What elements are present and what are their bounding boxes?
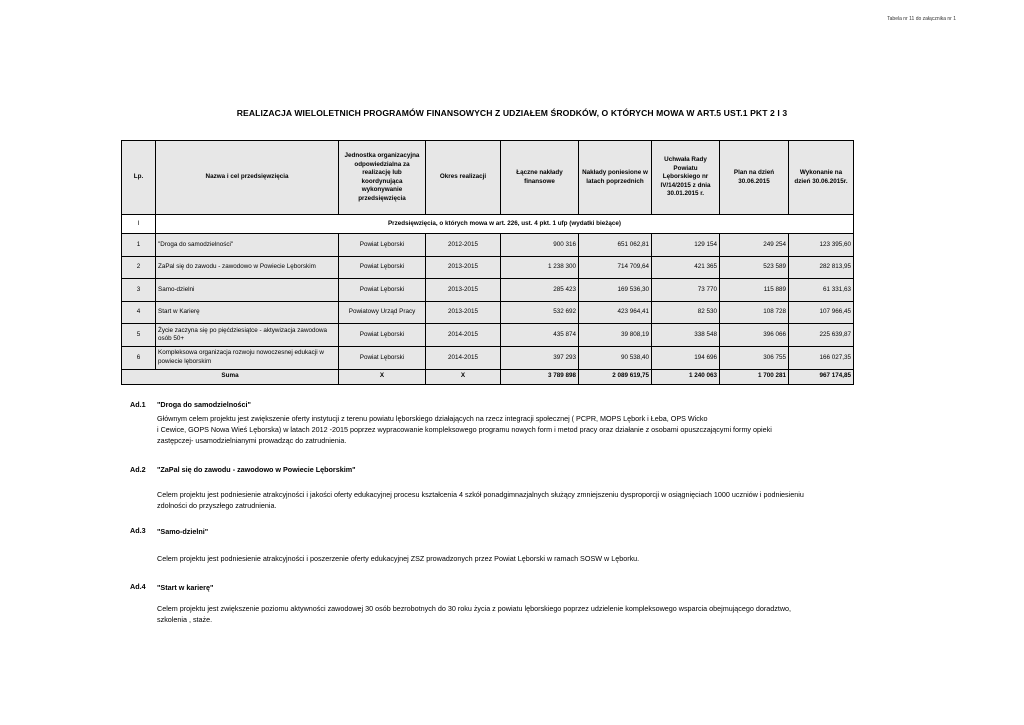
note-line: Głównym celem projektu jest zwiększenie oferty instytucji z terenu powiatu lęborskiego działających na rzecz integracji społecznej ( PCPR, MOPS Lębork i Łeba, OPS Wicko bbox=[157, 414, 708, 423]
note-line: szkolenia , staże. bbox=[157, 615, 213, 624]
sum-row bbox=[122, 369, 854, 384]
cell-exec: 123 395,60 bbox=[789, 234, 854, 257]
note-text bbox=[157, 553, 857, 564]
note-number: Ad.1 bbox=[130, 400, 146, 409]
cell-name: Samo-dzielni bbox=[156, 279, 339, 302]
cell-prev: 651 062,81 bbox=[579, 234, 652, 257]
sum-label: Suma bbox=[122, 369, 339, 384]
header-total: Łączne nakłady finansowe bbox=[501, 141, 579, 215]
sum-resolution: 1 240 063 bbox=[652, 369, 720, 384]
cell-resolution: 129 154 bbox=[652, 234, 720, 257]
cell-lp: 3 bbox=[122, 279, 156, 302]
header-period: Okres realizacji bbox=[426, 141, 501, 215]
cell-name: "Droga do samodzielności" bbox=[156, 234, 339, 257]
cell-total: 435 874 bbox=[501, 324, 579, 347]
note-line: Celem projektu jest zwiększenie poziomu aktywności zawodowej 30 osób bezrobotnych do 30 roku życia z powiatu lęborskiego poprzez udzielenie kompleksowego wsparcia obejmującego doradztwo, bbox=[157, 604, 792, 613]
header-unit: Jednostka organizacyjna odpowiedzialna za realizację lub koordynująca wykonywanie przedsięwzięcia bbox=[339, 141, 426, 215]
document-title: REALIZACJA WIELOLETNICH PROGRAMÓW FINANSOWYCH Z UDZIAŁEM ŚRODKÓW, O KTÓRYCH MOWA W ART.5 UST.1 PKT 2 I 3 bbox=[236, 108, 788, 118]
cell-prev: 39 808,19 bbox=[579, 324, 652, 347]
cell-exec: 166 027,35 bbox=[789, 346, 854, 369]
cell-unit: Powiat Lęborski bbox=[339, 346, 426, 369]
cell-exec: 225 639,87 bbox=[789, 324, 854, 347]
section-label: Przedsięwzięcia, o których mowa w art. 226, ust. 4 pkt. 1 ufp (wydatki bieżące) bbox=[156, 215, 854, 234]
cell-name: Kompleksowa organizacja rozwoju nowoczesnej edukacji w powiecie lęborskim bbox=[156, 346, 339, 369]
cell-plan: 115 889 bbox=[720, 279, 789, 302]
table-header-row bbox=[122, 141, 854, 215]
cell-total: 1 238 300 bbox=[501, 256, 579, 279]
cell-lp: 1 bbox=[122, 234, 156, 257]
cell-resolution: 421 365 bbox=[652, 256, 720, 279]
table-row bbox=[122, 256, 854, 279]
cell-plan: 306 755 bbox=[720, 346, 789, 369]
cell-total: 532 692 bbox=[501, 301, 579, 324]
header-lp: Lp. bbox=[122, 141, 156, 215]
header-plan: Plan na dzień 30.06.2015 bbox=[720, 141, 789, 215]
cell-period: 2014-2015 bbox=[426, 346, 501, 369]
programs-table bbox=[121, 140, 854, 385]
note-title: "ZaPal się do zawodu - zawodowo w Powiecie Lęborskim" bbox=[157, 465, 356, 474]
cell-lp: 5 bbox=[122, 324, 156, 347]
cell-name: Życie zaczyna się po pięćdziesiątce - aktywizacja zawodowa osób 50+ bbox=[156, 324, 339, 347]
cell-exec: 282 813,95 bbox=[789, 256, 854, 279]
cell-prev: 169 536,30 bbox=[579, 279, 652, 302]
section-number: I bbox=[122, 215, 156, 234]
cell-plan: 523 589 bbox=[720, 256, 789, 279]
table-row bbox=[122, 279, 854, 302]
table-row bbox=[122, 234, 854, 257]
cell-period: 2014-2015 bbox=[426, 324, 501, 347]
cell-unit: Powiat Lęborski bbox=[339, 324, 426, 347]
cell-period: 2012-2015 bbox=[426, 234, 501, 257]
cell-name: Start w Karierę bbox=[156, 301, 339, 324]
cell-name: ZaPal się do zawodu - zawodowo w Powiecie Lęborskim bbox=[156, 256, 339, 279]
note-text bbox=[157, 489, 857, 511]
note-text bbox=[157, 413, 857, 446]
note-line: zdolności do przyszłego zatrudnienia. bbox=[157, 501, 277, 510]
section-row bbox=[122, 215, 854, 234]
sum-exec: 967 174,85 bbox=[789, 369, 854, 384]
table-row bbox=[122, 346, 854, 369]
cell-unit: Powiat Lęborski bbox=[339, 256, 426, 279]
note-number: Ad.4 bbox=[130, 582, 146, 591]
cell-period: 2013-2015 bbox=[426, 256, 501, 279]
cell-unit: Powiat Lęborski bbox=[339, 234, 426, 257]
cell-prev: 423 964,41 bbox=[579, 301, 652, 324]
cell-resolution: 73 770 bbox=[652, 279, 720, 302]
note-line: i Cewice, GOPS Nowa Wieś Lęborska) w latach 2012 -2015 poprzez wypracowanie kompleksowego programu nowych form i metod pracy oraz działanie z osobami opuszczającymi formy opieki bbox=[157, 425, 772, 434]
sum-plan: 1 700 281 bbox=[720, 369, 789, 384]
table-row bbox=[122, 301, 854, 324]
sum-prev: 2 089 619,75 bbox=[579, 369, 652, 384]
note-line: Celem projektu jest podniesienie atrakcyjności i poszerzenie oferty edukacyjnej ZSZ prowadzonych przez Powiat Lęborski w ramach SOSW w Lęborku. bbox=[157, 554, 640, 563]
sum-unit: X bbox=[339, 369, 426, 384]
cell-period: 2013-2015 bbox=[426, 301, 501, 324]
corner-note: Tabela nr 11 do załącznika nr 1 bbox=[887, 16, 956, 22]
cell-unit: Powiat Lęborski bbox=[339, 279, 426, 302]
note-title: "Start w karierę" bbox=[157, 583, 214, 592]
cell-plan: 108 728 bbox=[720, 301, 789, 324]
table-row bbox=[122, 324, 854, 347]
cell-prev: 714 709,64 bbox=[579, 256, 652, 279]
cell-resolution: 194 696 bbox=[652, 346, 720, 369]
cell-lp: 2 bbox=[122, 256, 156, 279]
cell-period: 2013-2015 bbox=[426, 279, 501, 302]
sum-total: 3 789 898 bbox=[501, 369, 579, 384]
cell-total: 285 423 bbox=[501, 279, 579, 302]
note-title: "Samo-dzielni" bbox=[157, 527, 209, 536]
note-title: "Droga do samodzielności" bbox=[157, 400, 251, 409]
note-line: zastępczej- usamodzielnianymi prowadząc do zatrudnienia. bbox=[157, 436, 347, 445]
cell-plan: 249 254 bbox=[720, 234, 789, 257]
header-prev: Nakłady poniesione w latach poprzednich bbox=[579, 141, 652, 215]
header-name: Nazwa i cel przedsięwzięcia bbox=[156, 141, 339, 215]
cell-prev: 90 538,40 bbox=[579, 346, 652, 369]
note-number: Ad.2 bbox=[130, 465, 146, 474]
cell-unit: Powiatowy Urząd Pracy bbox=[339, 301, 426, 324]
cell-total: 900 316 bbox=[501, 234, 579, 257]
note-number: Ad.3 bbox=[130, 526, 146, 535]
cell-exec: 107 966,45 bbox=[789, 301, 854, 324]
cell-resolution: 338 548 bbox=[652, 324, 720, 347]
cell-plan: 396 066 bbox=[720, 324, 789, 347]
cell-exec: 61 331,63 bbox=[789, 279, 854, 302]
note-text bbox=[157, 603, 857, 625]
cell-resolution: 82 530 bbox=[652, 301, 720, 324]
header-exec: Wykonanie na dzień 30.06.2015r. bbox=[789, 141, 854, 215]
header-resolution: Uchwała Rady Powiatu Lęborskiego nr IV/14/2015 z dnia 30.01.2015 r. bbox=[652, 141, 720, 215]
cell-total: 397 293 bbox=[501, 346, 579, 369]
cell-lp: 6 bbox=[122, 346, 156, 369]
cell-lp: 4 bbox=[122, 301, 156, 324]
note-line: Celem projektu jest podniesienie atrakcyjności i jakości oferty edukacyjnej procesu kształcenia 4 szkół ponadgimnazjalnych służący zmniejszeniu dysproporcji w osiągnięciach 1000 uczniów i podniesieniu bbox=[157, 490, 804, 499]
sum-period: X bbox=[426, 369, 501, 384]
